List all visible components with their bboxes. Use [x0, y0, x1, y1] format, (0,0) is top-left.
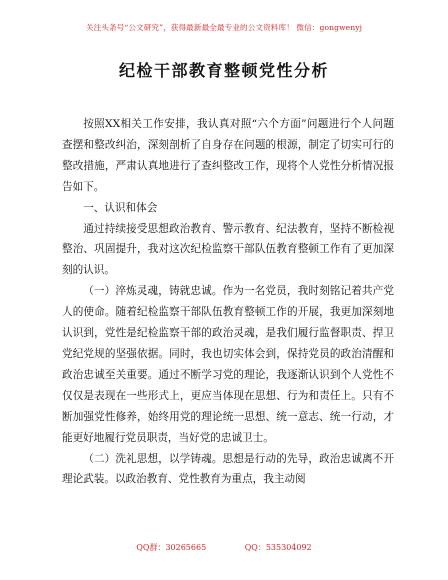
intro-paragraph: 按照XX相关工作安排，我认真对照“六个方面”问题进行个人问题查摆和整改纠治，深刻剖析了自身存在问题的根源，制定了切实可行的整改措施，严肃认真地进行了查纠整改工作，现将个人党性分析情况报告如下。 [62, 118, 394, 193]
qq-text: QQ：535304092 [244, 543, 312, 552]
document-title: 纪检干部教育整顿党性分析 [118, 61, 329, 80]
body-paragraph: （二）洗礼思想，以学铸魂。思想是行动的先导，政治忠诚离不开理论武装。以政治教育、党性教育为重点，我主动阅 [62, 452, 394, 486]
section-heading: 一、认识和体会 [83, 201, 158, 214]
body-paragraph: （一）淬炼灵魂，铸就忠诚。作为一名党员，我时刻铭记着共产党人的使命。随着纪检监察干部队伍教育整顿工作的开展，我更加深刻地认识到，党性是纪检监察干部的政治灵魂，是我们履行监督职责、捍卫党纪党规的坚强依据。同时，我也切实体会到，保持党员的政治清醒和政治忠诚至关重要。通过不断学习党的理论，我逐渐认识到个人党性不仅仅是表现在一些形式上，更应当体现在思想、行为和责任上。只有不断加强党性修养，始终用党的理论统一思想、统一意志、统一行动，才能更好地履行党员职责，当好党的忠诚卫士。 [62, 285, 394, 444]
footer-contact [0, 542, 448, 553]
body-paragraph: 通过持续接受思想政治教育、警示教育、纪法教育，坚持不断检视整治、巩固提升，我对这次纪检监察干部队伍教育整顿工作有了更加深刻的认识。 [62, 222, 394, 277]
document-body [62, 114, 394, 490]
qq-group-text: QQ群：30265665 [136, 543, 207, 552]
header-notice: 关注头条号“公文研究”，获得最新最全最专业的公文资料库！ 微信：gongwenyj [85, 23, 363, 32]
